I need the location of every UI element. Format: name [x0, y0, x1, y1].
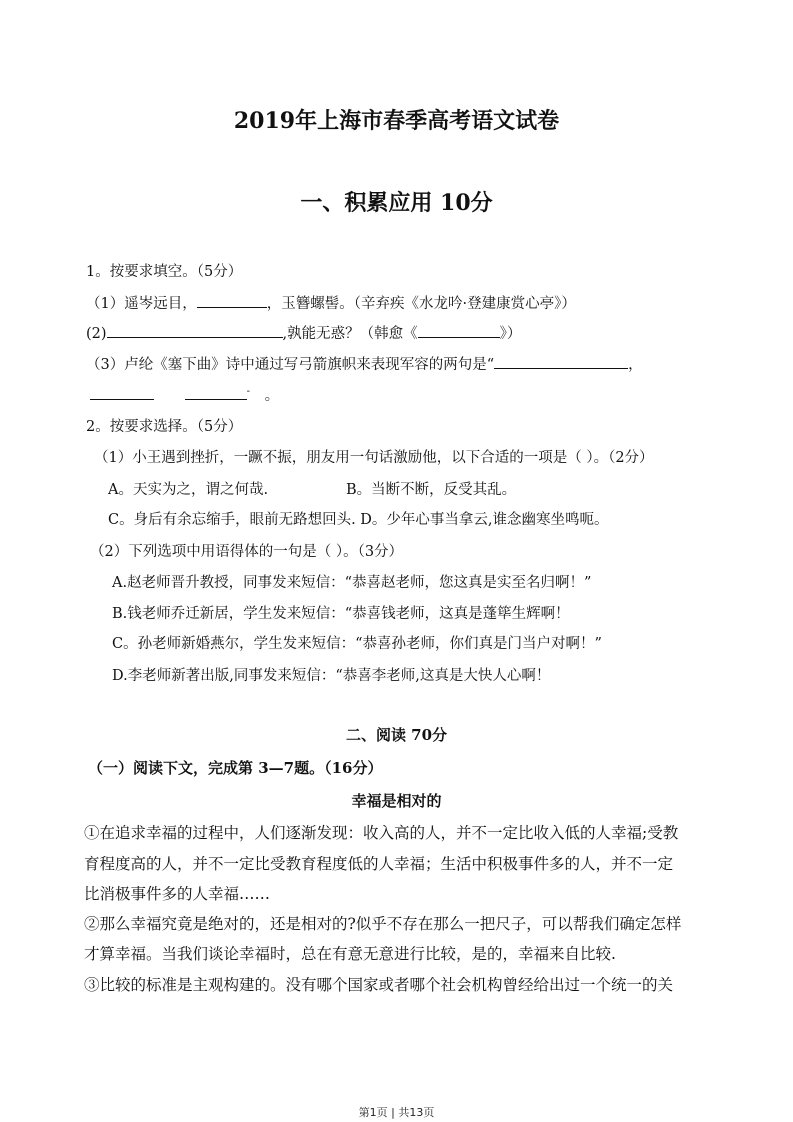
q2-part-1: （1）小王遇到挫折，一蹶不振，朋友用一句话激励他，以下合适的一项是（ ）。（2分） — [94, 450, 654, 466]
article-line-3: 比消极事件多的人幸福…… — [84, 885, 271, 903]
q1-line-1 — [86, 292, 576, 313]
section-heading-1: 一、积累应用 10分 — [300, 190, 493, 216]
q1-line-3-end: ， — [628, 357, 643, 373]
q1-line-2-start: (2) — [86, 326, 107, 342]
q2-part-1-option-cd: C。身后有余忘缩手，眼前无路想回头. D。少年心事当拿云,谁念幽寒坐鸣呃。 — [108, 512, 609, 528]
q1-line-4-end: 。 — [264, 388, 280, 404]
page-title: 2019年上海市春季高考语文试卷 — [233, 108, 560, 134]
article-line-4: ②那么幸福究竟是绝对的，还是相对的?似乎不存在那么一把尺子，可以帮我们确定怎样 — [84, 915, 682, 933]
q1-line-1-end: ，玉簪螺髻。（辛弃疾《水龙吟·登建康赏心亭》） — [266, 296, 576, 312]
q1-line-2 — [86, 322, 521, 343]
q2-part-2-option-a: A.赵老师晋升教授，同事发来短信：“恭喜赵老师，您这真是实至名归啊！” — [112, 575, 592, 591]
q2-part-2-option-c: C。孙老师新婚燕尔，学生发来短信：“恭喜孙老师，你们真是门当户对啊！” — [112, 636, 602, 652]
q1-line-4 — [90, 384, 279, 405]
q1-line-3-start: （3）卢纶《塞下曲》诗中通过写弓箭旗帜来表现军容的两句是“ — [86, 357, 495, 373]
page-footer: 第1页 | 共13页 — [358, 1106, 435, 1119]
answer-blank — [494, 354, 628, 369]
q2-stem: 2。按要求选择。（5分） — [86, 419, 243, 435]
q1-line-4-mark: - — [246, 386, 250, 398]
article-line-2: 育程度高的人，并不一定比受教育程度低的人幸福；生活中积极事件多的人，并不一定 — [84, 855, 674, 873]
answer-blank — [90, 385, 154, 400]
answer-blank — [418, 323, 500, 338]
q1-line-2-end: 》） — [499, 326, 522, 342]
answer-blank — [197, 293, 267, 308]
reading-subheading: （一）阅读下文，完成第 3—7题。（16分） — [88, 759, 383, 777]
q1-stem: 1。按要求填空。（5分） — [86, 264, 243, 280]
article-line-6: ③比较的标准是主观构建的。没有哪个国家或者哪个社会机构曾经给出过一个统一的关 — [84, 976, 674, 994]
q2-part-2-option-b: B.钱老师乔迁新居，学生发来短信：“恭喜钱老师，这真是蓬筚生辉啊！ — [112, 606, 570, 622]
q2-part-2: （2）下列选项中用语得体的一句是（ ）。（3分） — [90, 544, 404, 560]
q1-line-1-start: （1）遥岑远目， — [86, 296, 197, 312]
answer-blank — [107, 323, 283, 338]
article-line-1: ①在追求幸福的过程中，人们逐渐发现：收入高的人，并不一定比收入低的人幸福;受教 — [84, 824, 679, 842]
section-heading-2: 二、阅读 70分 — [345, 726, 448, 744]
answer-blank — [185, 385, 247, 400]
q1-line-2-mid: ,孰能无惑？（韩愈《 — [282, 326, 418, 342]
q2-part-2-option-d: D.李老师新著出版,同事发来短信：“恭喜李老师,这真是大快人心啊！ — [112, 668, 551, 684]
q2-part-1-option-b: B。当断不断，反受其乱。 — [346, 482, 517, 498]
article-line-5: 才算幸福。当我们谈论幸福时，总在有意无意进行比较，是的，幸福来自比较. — [84, 945, 616, 963]
article-title: 幸福是相对的 — [351, 792, 442, 810]
q2-part-1-option-a: A。天实为之，谓之何哉. — [108, 482, 269, 498]
q1-line-3 — [86, 353, 643, 374]
